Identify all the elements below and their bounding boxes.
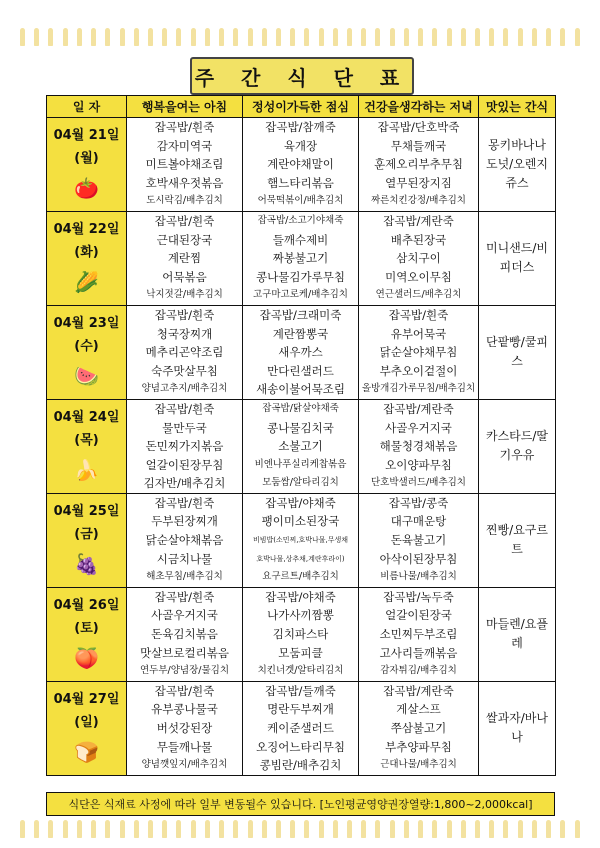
breakfast-item: 연두부/양념장/물김치 xyxy=(140,665,229,677)
snack-cell: 카스타드/딸기우유 xyxy=(479,399,556,493)
border-flame-icon xyxy=(290,28,295,46)
dinner-item: 잡곡밥/콩죽 xyxy=(388,495,449,510)
tomato-icon: 🍅 xyxy=(74,176,99,200)
border-flame-icon xyxy=(347,28,352,46)
lunch-item: 오징어느타리무침 xyxy=(256,739,345,754)
day-cell xyxy=(47,493,127,587)
dinner-item: 열무된장지짐 xyxy=(385,175,452,190)
day-row xyxy=(47,211,556,305)
breakfast-item: 계란찜 xyxy=(167,251,202,266)
border-flame-icon xyxy=(105,820,110,838)
border-flame-icon xyxy=(91,28,96,46)
border-flame-icon xyxy=(333,820,338,838)
border-flame-icon xyxy=(475,820,480,838)
breakfast-item: 얼갈이된장무침 xyxy=(145,457,224,472)
border-flame-icon xyxy=(248,28,253,46)
border-flame-icon xyxy=(532,28,537,46)
border-flame-icon xyxy=(219,820,224,838)
border-flame-icon xyxy=(319,28,324,46)
border-flame-icon xyxy=(375,28,380,46)
border-flame-icon xyxy=(205,820,210,838)
border-flame-icon xyxy=(418,820,423,838)
breakfast-item: 숙주맛살무침 xyxy=(151,363,218,378)
dinner-cell xyxy=(359,493,479,587)
breakfast-item: 시금치나물 xyxy=(156,551,213,566)
border-flame-icon xyxy=(77,28,82,46)
breakfast-item: 양념깻잎지/배추김치 xyxy=(141,759,228,771)
snack-cell: 몽키바나나 도넛/오렌지쥬스 xyxy=(479,118,556,212)
lunch-cell xyxy=(243,399,359,493)
lunch-item: 콩빔란/배추김치 xyxy=(259,758,342,773)
day-cell xyxy=(47,305,127,399)
border-flame-icon xyxy=(219,28,224,46)
day-date: 04월 27일 xyxy=(53,691,120,707)
border-flame-icon xyxy=(262,28,267,46)
breakfast-cell xyxy=(127,118,243,212)
border-flame-icon xyxy=(262,820,267,838)
lunch-item: 콩나물김가루무침 xyxy=(256,269,345,284)
breakfast-item: 돈민찌가지볶음 xyxy=(145,439,224,454)
banana-icon: 🍌 xyxy=(74,457,99,482)
border-flame-icon xyxy=(575,28,580,46)
lunch-item: 잡곡밥/크래미죽 xyxy=(259,307,342,322)
snack-cell: 단팥빵/쿨피스 xyxy=(479,305,556,399)
dinner-item: 감자튀김/배추김치 xyxy=(380,665,457,677)
border-flame-icon xyxy=(162,28,167,46)
day-cell xyxy=(47,681,127,775)
border-flame-icon xyxy=(503,28,508,46)
border-flame-icon xyxy=(447,28,452,46)
border-flame-icon xyxy=(20,820,25,838)
day-weekday: (수) xyxy=(74,338,99,354)
border-flame-icon xyxy=(48,820,53,838)
breakfast-item: 잡곡밥/흰죽 xyxy=(154,589,215,604)
border-flame-icon xyxy=(404,820,409,838)
day-date: 04월 25일 xyxy=(53,503,120,519)
grapes-icon: 🍇 xyxy=(74,551,99,576)
border-flame-icon xyxy=(575,820,580,838)
dinner-item: 유부어묵국 xyxy=(390,326,447,341)
page-title: 주 간 식 단 표 xyxy=(190,57,414,95)
day-row xyxy=(47,399,556,493)
border-flame-icon xyxy=(63,820,68,838)
header-lunch: 정성이가득한 점심 xyxy=(243,96,359,118)
header-date: 일 자 xyxy=(47,96,127,118)
lunch-item: 나가사끼짬뽕 xyxy=(267,608,334,623)
border-flame-icon xyxy=(361,28,366,46)
dinner-item: 짜른치킨강정/배추김치 xyxy=(371,195,466,207)
border-flame-icon xyxy=(390,820,395,838)
lunch-cell xyxy=(243,493,359,587)
lunch-item: 호박나물,상추채,계란후라이) xyxy=(256,554,345,563)
lunch-item: 새우까스 xyxy=(278,345,323,360)
day-date: 04월 23일 xyxy=(53,315,120,331)
day-row xyxy=(47,118,556,212)
breakfast-cell xyxy=(127,681,243,775)
lunch-item: 김치파스타 xyxy=(272,627,329,642)
lunch-item: 모둠피클 xyxy=(278,645,323,660)
border-flame-icon xyxy=(105,28,110,46)
lunch-item: 명란두부찌개 xyxy=(267,702,334,717)
border-flame-icon xyxy=(148,820,153,838)
dinner-item: 오이양파무침 xyxy=(385,457,452,472)
breakfast-item: 감자미역국 xyxy=(156,138,213,153)
day-row xyxy=(47,587,556,681)
day-date: 04월 22일 xyxy=(53,221,120,237)
breakfast-item: 잡곡밥/흰죽 xyxy=(154,495,215,510)
day-cell xyxy=(47,399,127,493)
breakfast-item: 잡곡밥/흰죽 xyxy=(154,401,215,416)
dinner-item: 해물청경채볶음 xyxy=(379,439,458,454)
day-date: 04월 21일 xyxy=(53,128,120,143)
dinner-item: 무채들깨국 xyxy=(390,138,447,153)
day-date: 04월 26일 xyxy=(53,597,120,613)
border-flame-icon xyxy=(233,820,238,838)
day-weekday: (월) xyxy=(74,151,99,166)
lunch-item: 잡곡밥/닭살야채죽 xyxy=(262,402,339,414)
dinner-item: 아삭이된장무침 xyxy=(379,551,458,566)
dinner-item: 잡곡밥/흰죽 xyxy=(388,307,449,322)
dinner-item: 잡곡밥/단호박죽 xyxy=(377,120,460,134)
dinner-item: 부추양파무침 xyxy=(385,739,452,754)
day-row xyxy=(47,493,556,587)
border-flame-icon xyxy=(518,820,523,838)
corn-icon: 🌽 xyxy=(74,269,99,294)
dinner-item: 잡곡밥/계란죽 xyxy=(383,401,454,416)
breakfast-cell xyxy=(127,493,243,587)
snack-cell: 미니샌드/비피더스 xyxy=(479,211,556,305)
lunch-cell xyxy=(243,587,359,681)
border-flame-icon xyxy=(191,28,196,46)
border-flame-icon xyxy=(205,28,210,46)
border-flame-icon xyxy=(319,820,324,838)
border-flame-icon xyxy=(233,28,238,46)
lunch-cell xyxy=(243,211,359,305)
border-flame-icon xyxy=(361,820,366,838)
border-flame-icon xyxy=(148,28,153,46)
dinner-item: 단호박샐러드/배추김치 xyxy=(371,477,466,489)
breakfast-cell xyxy=(127,399,243,493)
dinner-cell xyxy=(359,118,479,212)
lunch-item: 비빔밥(소민찌,호박나물,무생채 xyxy=(252,536,349,545)
day-date: 04월 24일 xyxy=(53,409,120,425)
lunch-cell xyxy=(243,681,359,775)
border-flame-icon xyxy=(503,820,508,838)
border-flame-icon xyxy=(248,820,253,838)
border-flame-icon xyxy=(404,28,409,46)
breakfast-item: 잡곡밥/흰죽 xyxy=(154,683,215,698)
breakfast-item: 청국장찌개 xyxy=(156,326,213,341)
breakfast-item: 사골우거지국 xyxy=(151,608,218,623)
dinner-item: 잡곡밥/녹두죽 xyxy=(383,589,454,604)
border-flame-icon xyxy=(176,28,181,46)
breakfast-item: 잡곡밥/흰죽 xyxy=(154,307,215,322)
border-flame-icon xyxy=(375,820,380,838)
snack-cell: 마들렌/요플레 xyxy=(479,587,556,681)
breakfast-item: 잡곡밥/흰죽 xyxy=(154,120,215,134)
border-flame-icon xyxy=(518,28,523,46)
border-flame-icon xyxy=(390,28,395,46)
watermelon-icon: 🍉 xyxy=(74,363,99,388)
border-flame-icon xyxy=(447,820,452,838)
dinner-item: 비름나물/배추김치 xyxy=(380,571,457,583)
lunch-item: 모둠쌈/알타리김치 xyxy=(262,477,339,489)
border-flame-icon xyxy=(276,28,281,46)
lunch-item: 육개장 xyxy=(283,138,318,153)
dinner-cell xyxy=(359,305,479,399)
dinner-item: 사골우거지국 xyxy=(385,420,452,435)
border-flame-icon xyxy=(560,820,565,838)
lunch-item: 어묵떡볶이/배추김치 xyxy=(257,195,344,207)
border-flame-icon xyxy=(176,820,181,838)
border-flame-icon xyxy=(91,820,96,838)
dinner-cell xyxy=(359,211,479,305)
breakfast-item: 도시락김/배추김치 xyxy=(146,195,223,207)
border-flame-icon xyxy=(532,820,537,838)
snack-cell: 찐빵/요구르트 xyxy=(479,493,556,587)
dinner-item: 올방개김가루무침/배추김치 xyxy=(361,383,476,395)
dinner-item: 부추오이겉절이 xyxy=(379,363,458,378)
day-weekday: (금) xyxy=(74,526,99,542)
breakfast-cell xyxy=(127,211,243,305)
border-flame-icon xyxy=(418,28,423,46)
dinner-item: 배추된장국 xyxy=(390,232,447,247)
lunch-item: 짜봉불고기 xyxy=(272,251,329,266)
border-flame-icon xyxy=(63,28,68,46)
day-cell xyxy=(47,211,127,305)
breakfast-item: 해초무침/배추김치 xyxy=(146,571,223,583)
dinner-item: 근대나물/배추김치 xyxy=(380,759,457,771)
lunch-item: 계란야채말이 xyxy=(267,157,334,172)
snack-cell: 쌀과자/바나나 xyxy=(479,681,556,775)
breakfast-item: 돈육김치볶음 xyxy=(151,627,218,642)
lunch-item: 팽이미소된장국 xyxy=(261,514,340,529)
dinner-item: 삼치구이 xyxy=(396,251,441,266)
border-flame-icon xyxy=(461,28,466,46)
footer-note: 식단은 식재료 사정에 따라 일부 변동될수 있습니다. [노인평균영양권장열량:1,800~2,000kcal] xyxy=(46,792,555,816)
border-flame-icon xyxy=(432,820,437,838)
day-weekday: (화) xyxy=(74,244,99,260)
border-flame-icon xyxy=(461,820,466,838)
lunch-item: 잡곡밥/참깨죽 xyxy=(265,120,336,134)
header-breakfast: 행복을여는 아침 xyxy=(127,96,243,118)
breakfast-item: 두부된장찌개 xyxy=(151,514,218,529)
border-flame-icon xyxy=(347,820,352,838)
day-cell xyxy=(47,587,127,681)
breakfast-item: 메추리곤약조림 xyxy=(145,345,224,360)
bread-face-icon: 🍞 xyxy=(74,739,99,764)
header-snack: 맛있는 간식 xyxy=(479,96,556,118)
lunch-item: 치킨너겟/알타리김치 xyxy=(257,665,344,677)
border-flame-icon xyxy=(546,28,551,46)
border-flame-icon xyxy=(48,28,53,46)
border-flame-icon xyxy=(290,820,295,838)
lunch-item: 고구마고로케/배추김치 xyxy=(253,289,348,301)
lunch-item: 비엔나푸실리케찹볶음 xyxy=(254,458,347,470)
breakfast-item: 잡곡밥/흰죽 xyxy=(154,213,215,228)
lunch-item: 잡곡밥/들깨죽 xyxy=(265,683,336,698)
breakfast-item: 근대된장국 xyxy=(156,232,213,247)
border-flame-icon xyxy=(77,820,82,838)
breakfast-item: 닭순살야채볶음 xyxy=(145,533,224,548)
dinner-item: 잡곡밥/계란죽 xyxy=(383,683,454,698)
day-row xyxy=(47,305,556,399)
breakfast-item: 유부콩나물국 xyxy=(151,702,218,717)
day-weekday: (토) xyxy=(74,620,99,636)
lunch-cell xyxy=(243,118,359,212)
border-flame-icon xyxy=(20,28,25,46)
dinner-cell xyxy=(359,399,479,493)
border-flame-icon xyxy=(475,28,480,46)
lunch-item: 햄느타리볶음 xyxy=(267,175,334,190)
breakfast-cell xyxy=(127,305,243,399)
dinner-cell xyxy=(359,587,479,681)
decorative-border-bottom xyxy=(20,818,580,840)
border-flame-icon xyxy=(489,820,494,838)
border-flame-icon xyxy=(304,820,309,838)
menu-table xyxy=(46,95,556,776)
border-flame-icon xyxy=(560,28,565,46)
breakfast-item: 맛살브로컬리볶음 xyxy=(140,645,229,660)
day-weekday: (목) xyxy=(74,432,99,448)
lunch-item: 잡곡밥/야채죽 xyxy=(265,495,336,510)
dinner-item: 돈육불고기 xyxy=(390,533,447,548)
dinner-item: 얼갈이된장국 xyxy=(385,608,452,623)
dinner-item: 닭순살야채무침 xyxy=(379,345,458,360)
border-flame-icon xyxy=(432,28,437,46)
dinner-item: 소민찌두부조림 xyxy=(379,627,458,642)
day-row xyxy=(47,681,556,775)
peach-icon: 🍑 xyxy=(74,645,99,670)
border-flame-icon xyxy=(333,28,338,46)
border-flame-icon xyxy=(120,820,125,838)
border-flame-icon xyxy=(489,28,494,46)
breakfast-item: 버섯강된장 xyxy=(156,721,213,735)
breakfast-item: 호박새우젓볶음 xyxy=(145,175,224,190)
lunch-item: 소불고기 xyxy=(278,439,323,454)
lunch-item: 계란짬뽕국 xyxy=(272,326,329,341)
lunch-item: 들깨수제비 xyxy=(272,232,329,247)
breakfast-item: 낙지젓갈/배추김치 xyxy=(146,289,223,301)
day-cell xyxy=(47,118,127,212)
lunch-item: 잡곡밥/소고기야채죽 xyxy=(257,214,344,226)
dinner-item: 쭈삼불고기 xyxy=(390,721,447,735)
dinner-item: 고사리들깨볶음 xyxy=(379,645,458,660)
dinner-item: 게살스프 xyxy=(396,702,441,717)
breakfast-item: 양념고추지/배추김치 xyxy=(141,383,228,395)
header-dinner: 건강을생각하는 저녁 xyxy=(359,96,479,118)
breakfast-item: 물만두국 xyxy=(162,420,207,435)
border-flame-icon xyxy=(304,28,309,46)
border-flame-icon xyxy=(34,820,39,838)
border-flame-icon xyxy=(162,820,167,838)
border-flame-icon xyxy=(276,820,281,838)
lunch-item: 만다린샐러드 xyxy=(267,363,334,378)
breakfast-item: 김자반/배추김치 xyxy=(143,476,226,491)
breakfast-cell xyxy=(127,587,243,681)
border-flame-icon xyxy=(546,820,551,838)
border-flame-icon xyxy=(120,28,125,46)
border-flame-icon xyxy=(134,28,139,46)
dinner-item: 미역오이무침 xyxy=(385,269,452,284)
border-flame-icon xyxy=(191,820,196,838)
day-weekday: (일) xyxy=(74,714,99,730)
lunch-item: 새송이불어묵조림 xyxy=(256,382,345,397)
lunch-cell xyxy=(243,305,359,399)
border-flame-icon xyxy=(134,820,139,838)
breakfast-item: 무들깨나물 xyxy=(156,739,213,754)
dinner-item: 훈제오리부추무침 xyxy=(374,157,463,172)
lunch-item: 콩나물김치국 xyxy=(267,420,334,435)
border-flame-icon xyxy=(34,28,39,46)
dinner-cell xyxy=(359,681,479,775)
lunch-item: 케이준샐러드 xyxy=(267,721,334,735)
dinner-item: 연근샐러드/배추김치 xyxy=(375,289,462,301)
breakfast-item: 어묵볶음 xyxy=(162,269,207,284)
dinner-item: 잡곡밥/계란죽 xyxy=(383,213,454,228)
dinner-item: 대구매운탕 xyxy=(390,514,447,529)
lunch-item: 요구르트/배추김치 xyxy=(262,571,339,583)
header-row xyxy=(47,96,556,118)
decorative-border-top xyxy=(20,26,580,48)
lunch-item: 잡곡밥/야채죽 xyxy=(265,589,336,604)
breakfast-item: 미트볼야채조림 xyxy=(145,157,224,172)
